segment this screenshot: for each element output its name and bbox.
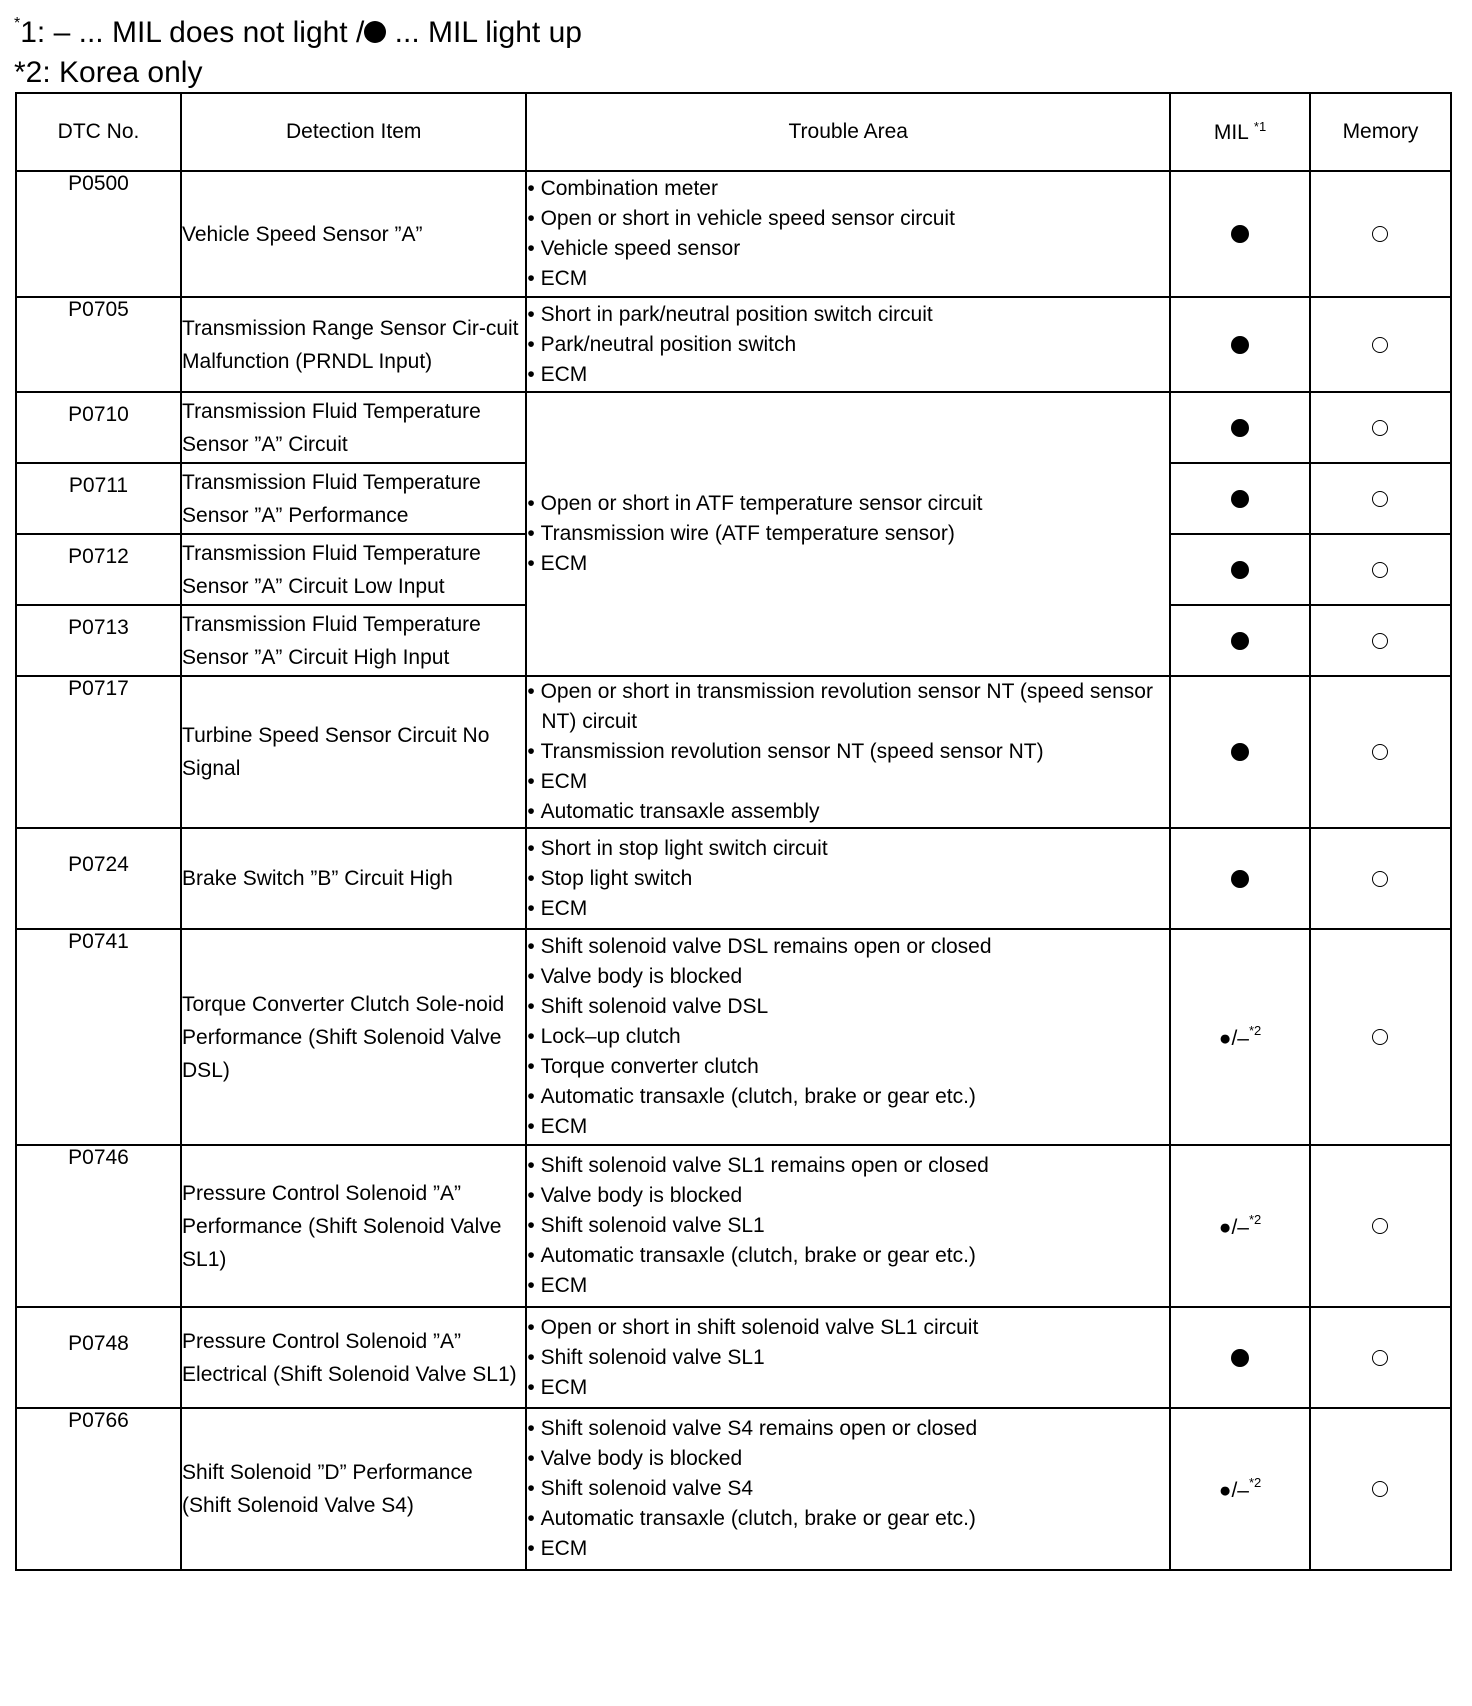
dtc-code: P0711	[16, 463, 181, 534]
trouble-area-list	[527, 1414, 1169, 1564]
trouble-area-item: • Shift solenoid valve SL1	[527, 1211, 1169, 1241]
trouble-area-item: • Transmission wire (ATF temperature sensor)	[527, 519, 1169, 549]
trouble-area-item: • Open or short in transmission revolution sensor NT (speed sensor NT) circuit	[527, 677, 1169, 737]
dtc-code: P0710	[16, 392, 181, 463]
mil-status	[1170, 929, 1310, 1145]
trouble-area-item: • Short in park/neutral position switch circuit	[527, 300, 1169, 330]
mil-on-icon	[1231, 336, 1249, 354]
trouble-area-item: • Open or short in ATF temperature sensor circuit	[527, 489, 1169, 519]
header-memory: Memory	[1310, 93, 1451, 171]
dtc-code: P0705	[16, 297, 181, 392]
dtc-code: P0746	[16, 1145, 181, 1307]
mil-text-value: ●/–	[1218, 1216, 1249, 1239]
memory-status	[1310, 1408, 1451, 1570]
dtc-code: P0712	[16, 534, 181, 605]
note-1-text: 1: – ... MIL does not light /	[20, 16, 365, 49]
trouble-area-item: • ECM	[527, 894, 1169, 924]
memory-circle-icon	[1372, 226, 1388, 242]
mil-status	[1170, 297, 1310, 392]
trouble-area-list	[527, 1313, 1169, 1403]
mil-value	[1218, 1023, 1262, 1050]
header-detection-item: Detection Item	[181, 93, 526, 171]
header-mil-label: MIL	[1213, 121, 1254, 144]
trouble-area-item: • Torque converter clutch	[527, 1052, 1169, 1082]
note-1-tail: ... MIL light up	[386, 16, 582, 49]
mil-on-icon	[1231, 490, 1249, 508]
table-row	[16, 1145, 1451, 1307]
memory-circle-icon	[1372, 491, 1388, 507]
mil-on-icon	[1231, 419, 1249, 437]
trouble-area-list	[527, 174, 1169, 294]
table-row	[16, 1408, 1451, 1570]
memory-circle-icon	[1372, 1218, 1388, 1234]
trouble-area-item: • Open or short in vehicle speed sensor circuit	[527, 204, 1169, 234]
table-row	[16, 392, 1451, 463]
memory-circle-icon	[1372, 337, 1388, 353]
table-row	[16, 171, 1451, 297]
header-dtc-no: DTC No.	[16, 93, 181, 171]
mil-on-icon	[1231, 870, 1249, 888]
dtc-code: P0741	[16, 929, 181, 1145]
header-mil-ref: *1	[1253, 119, 1267, 134]
memory-status	[1310, 828, 1451, 929]
trouble-area-item: • Shift solenoid valve SL1 remains open or closed	[527, 1151, 1169, 1181]
trouble-area-list	[527, 834, 1169, 924]
trouble-area-item: • Lock–up clutch	[527, 1022, 1169, 1052]
mil-text-value: ●/–	[1218, 1479, 1249, 1502]
trouble-area-item: • ECM	[527, 360, 1169, 390]
memory-status	[1310, 605, 1451, 676]
table-row	[16, 297, 1451, 392]
trouble-area	[526, 929, 1170, 1145]
trouble-area	[526, 1145, 1170, 1307]
trouble-area-item: • Automatic transaxle assembly	[527, 797, 1169, 827]
mil-on-icon	[1231, 1349, 1249, 1367]
trouble-area	[526, 676, 1170, 828]
trouble-area-item: • Automatic transaxle (clutch, brake or gear etc.)	[527, 1082, 1169, 1112]
mil-text-value: ●/–	[1218, 1027, 1249, 1050]
mil-on-icon	[1231, 632, 1249, 650]
trouble-area-item: • Short in stop light switch circuit	[527, 834, 1169, 864]
trouble-area-item: • Park/neutral position switch	[527, 330, 1169, 360]
memory-status	[1310, 171, 1451, 297]
trouble-area-item: • Shift solenoid valve DSL remains open or closed	[527, 932, 1169, 962]
memory-status	[1310, 534, 1451, 605]
trouble-area-list	[527, 1151, 1169, 1301]
detection-item: Turbine Speed Sensor Circuit No Signal	[181, 676, 526, 828]
dtc-code: P0717	[16, 676, 181, 828]
mil-status	[1170, 1408, 1310, 1570]
trouble-area-list	[527, 300, 1169, 390]
header-trouble-area: Trouble Area	[526, 93, 1170, 171]
trouble-area-item: • Valve body is blocked	[527, 1181, 1169, 1211]
detection-item: Pressure Control Solenoid ”A” Electrical (Shift Solenoid Valve SL1)	[181, 1307, 526, 1408]
memory-circle-icon	[1372, 871, 1388, 887]
table-row	[16, 676, 1451, 828]
mil-footnote-ref: *2	[1248, 1023, 1262, 1038]
trouble-area-item: • ECM	[527, 264, 1169, 294]
note-1-mark: *	[14, 15, 21, 32]
detection-item: Brake Switch ”B” Circuit High	[181, 828, 526, 929]
trouble-area-item: • ECM	[527, 549, 1169, 579]
detection-item: Shift Solenoid ”D” Performance (Shift Solenoid Valve S4)	[181, 1408, 526, 1570]
trouble-area-list	[527, 932, 1169, 1142]
memory-status	[1310, 929, 1451, 1145]
dtc-code: P0748	[16, 1307, 181, 1408]
trouble-area-item: • Shift solenoid valve S4	[527, 1474, 1169, 1504]
mil-status	[1170, 1145, 1310, 1307]
mil-on-icon	[1231, 743, 1249, 761]
trouble-area-item: • ECM	[527, 1112, 1169, 1142]
table-row	[16, 929, 1451, 1145]
mil-status	[1170, 828, 1310, 929]
memory-circle-icon	[1372, 1029, 1388, 1045]
dtc-code: P0500	[16, 171, 181, 297]
memory-circle-icon	[1372, 562, 1388, 578]
memory-status	[1310, 463, 1451, 534]
trouble-area	[526, 1307, 1170, 1408]
mil-value	[1218, 1475, 1262, 1502]
memory-circle-icon	[1372, 744, 1388, 760]
legend-notes	[14, 4, 582, 93]
mil-status	[1170, 463, 1310, 534]
memory-circle-icon	[1372, 633, 1388, 649]
trouble-area-item: • Automatic transaxle (clutch, brake or gear etc.)	[527, 1241, 1169, 1271]
mil-status	[1170, 676, 1310, 828]
memory-status	[1310, 1145, 1451, 1307]
detection-item: Transmission Fluid Temperature Sensor ”A” Circuit High Input	[181, 605, 526, 676]
trouble-area-item: • ECM	[527, 1271, 1169, 1301]
mil-status	[1170, 605, 1310, 676]
trouble-area-list	[527, 677, 1169, 827]
mil-on-icon	[1231, 561, 1249, 579]
memory-status	[1310, 676, 1451, 828]
table-row	[16, 1307, 1451, 1408]
memory-status	[1310, 1307, 1451, 1408]
mil-footnote-ref: *2	[1248, 1475, 1262, 1490]
detection-item: Transmission Fluid Temperature Sensor ”A” Circuit Low Input	[181, 534, 526, 605]
table-row	[16, 828, 1451, 929]
trouble-area	[526, 1408, 1170, 1570]
trouble-area-item: • ECM	[527, 1373, 1169, 1403]
mil-status	[1170, 1307, 1310, 1408]
trouble-area	[526, 828, 1170, 929]
mil-status	[1170, 171, 1310, 297]
trouble-area	[526, 297, 1170, 392]
table-header-row	[16, 93, 1451, 171]
trouble-area	[526, 171, 1170, 297]
dtc-code: P0713	[16, 605, 181, 676]
detection-item: Pressure Control Solenoid ”A” Performance (Shift Solenoid Valve SL1)	[181, 1145, 526, 1307]
trouble-area-item: • Vehicle speed sensor	[527, 234, 1169, 264]
trouble-area-item: • Shift solenoid valve S4 remains open or closed	[527, 1414, 1169, 1444]
memory-circle-icon	[1372, 420, 1388, 436]
trouble-area-item: • Transmission revolution sensor NT (speed sensor NT)	[527, 737, 1169, 767]
dtc-table	[15, 92, 1452, 1571]
mil-on-icon	[1231, 225, 1249, 243]
trouble-area-shared	[526, 392, 1170, 676]
mil-footnote-ref: *2	[1248, 1212, 1262, 1227]
filled-circle-icon	[364, 21, 386, 43]
trouble-area-item: • Open or short in shift solenoid valve SL1 circuit	[527, 1313, 1169, 1343]
dtc-code: P0766	[16, 1408, 181, 1570]
detection-item: Vehicle Speed Sensor ”A”	[181, 171, 526, 297]
note-1	[14, 4, 582, 53]
trouble-area-item: • ECM	[527, 767, 1169, 797]
mil-status	[1170, 534, 1310, 605]
trouble-area-item: • ECM	[527, 1534, 1169, 1564]
trouble-area-list	[527, 489, 1169, 579]
detection-item: Transmission Fluid Temperature Sensor ”A” Circuit	[181, 392, 526, 463]
detection-item: Transmission Fluid Temperature Sensor ”A” Performance	[181, 463, 526, 534]
mil-status	[1170, 392, 1310, 463]
memory-status	[1310, 297, 1451, 392]
trouble-area-item: • Shift solenoid valve SL1	[527, 1343, 1169, 1373]
trouble-area-item: • Stop light switch	[527, 864, 1169, 894]
table-body	[16, 171, 1451, 1570]
trouble-area-item: • Combination meter	[527, 174, 1169, 204]
memory-circle-icon	[1372, 1481, 1388, 1497]
memory-status	[1310, 392, 1451, 463]
detection-item: Torque Converter Clutch Sole-noid Performance (Shift Solenoid Valve DSL)	[181, 929, 526, 1145]
trouble-area-item: • Valve body is blocked	[527, 1444, 1169, 1474]
header-mil	[1170, 93, 1310, 171]
trouble-area-item: • Shift solenoid valve DSL	[527, 992, 1169, 1022]
trouble-area-item: • Automatic transaxle (clutch, brake or gear etc.)	[527, 1504, 1169, 1534]
note-2: *2: Korea only	[14, 56, 203, 89]
mil-value	[1218, 1212, 1262, 1239]
dtc-code: P0724	[16, 828, 181, 929]
detection-item: Transmission Range Sensor Cir-cuit Malfunction (PRNDL Input)	[181, 297, 526, 392]
trouble-area-item: • Valve body is blocked	[527, 962, 1169, 992]
memory-circle-icon	[1372, 1350, 1388, 1366]
